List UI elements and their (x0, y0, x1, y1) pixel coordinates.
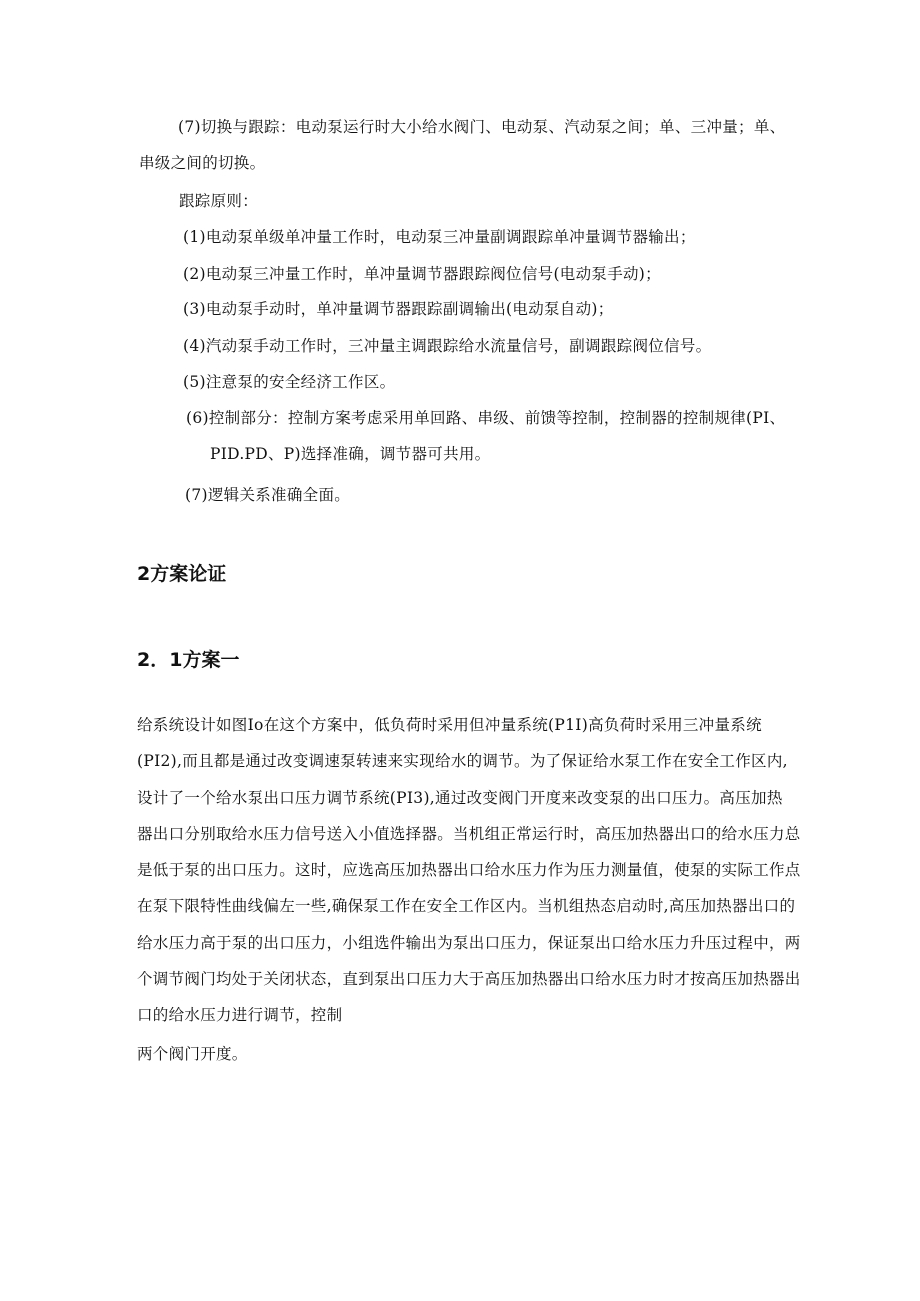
tracking-principles-title: 跟踪原则： (179, 192, 259, 210)
subsection-title: 2．1方案一 (137, 649, 240, 671)
body-line-1: 给系统设计如图Io在这个方案中，低负荷时采用但冲量系统(P1I)高负荷时采用三冲量系统 (137, 716, 762, 734)
principle-item-4: (4)汽动泵手动工作时，三冲量主调跟踪给水流量信号，副调跟踪阀位信号。 (183, 337, 712, 355)
body-line-5: 是低于泵的出口压力。这时，应选高压加热器出口给水压力作为压力测量值，使泵的实际工作点 (137, 861, 801, 879)
intro-line-1: (7)切换与跟踪：电动泵运行时大小给水阀门、电动泵、汽动泵之间；单、三冲量；单、 (178, 118, 786, 136)
body-line-9: 口的给水压力进行调节，控制 (137, 1006, 343, 1024)
body-line-6: 在泵下限特性曲线偏左一些,确保泵工作在安全工作区内。当机组热态启动时,高压加热器出口的 (137, 897, 796, 915)
principle-item-1: (1)电动泵单级单冲量工作时，电动泵三冲量副调跟踪单冲量调节器输出； (183, 228, 696, 246)
body-line-7: 给水压力高于泵的出口压力，小组选件输出为泵出口压力，保证泵出口给水压力升压过程中，两 (137, 934, 801, 952)
principle-item-2: (2)电动泵三冲量工作时，单冲量调节器跟踪阀位信号(电动泵手动)； (183, 265, 661, 283)
principle-item-3: (3)电动泵手动时，单冲量调节器跟踪副调输出(电动泵自动)； (183, 300, 614, 318)
body-line-2: (PI2),而且都是通过改变调速泵转速来实现给水的调节。为了保证给水泵工作在安全工作区内, (137, 752, 788, 770)
principle-item-6: (6)控制部分：控制方案考虑采用单回路、串级、前馈等控制，控制器的控制规律(PI、 (186, 409, 786, 427)
principle-item-6-cont: PID.PD、P)选择准确，调节器可共用。 (210, 445, 491, 463)
intro-line-2: 串级之间的切换。 (139, 154, 266, 172)
body-line-3: 设计了一个给水泵出口压力调节系统(PI3),通过改变阀门开度来改变泵的出口压力。高压加热 (137, 789, 783, 807)
body-line-4: 器出口分别取给水压力信号送入小值选择器。当机组正常运行时，高压加热器出口的给水压力总 (137, 825, 801, 843)
principle-item-5: (5)注意泵的安全经济工作区。 (183, 373, 396, 391)
principle-item-7: (7)逻辑关系准确全面。 (185, 486, 351, 504)
section-title: 2方案论证 (137, 563, 227, 585)
body-line-10: 两个阀门开度。 (137, 1045, 248, 1063)
body-line-8: 个调节阀门均处于关闭状态，直到泵出口压力大于高压加热器出口给水压力时才按高压加热器出 (137, 970, 801, 988)
